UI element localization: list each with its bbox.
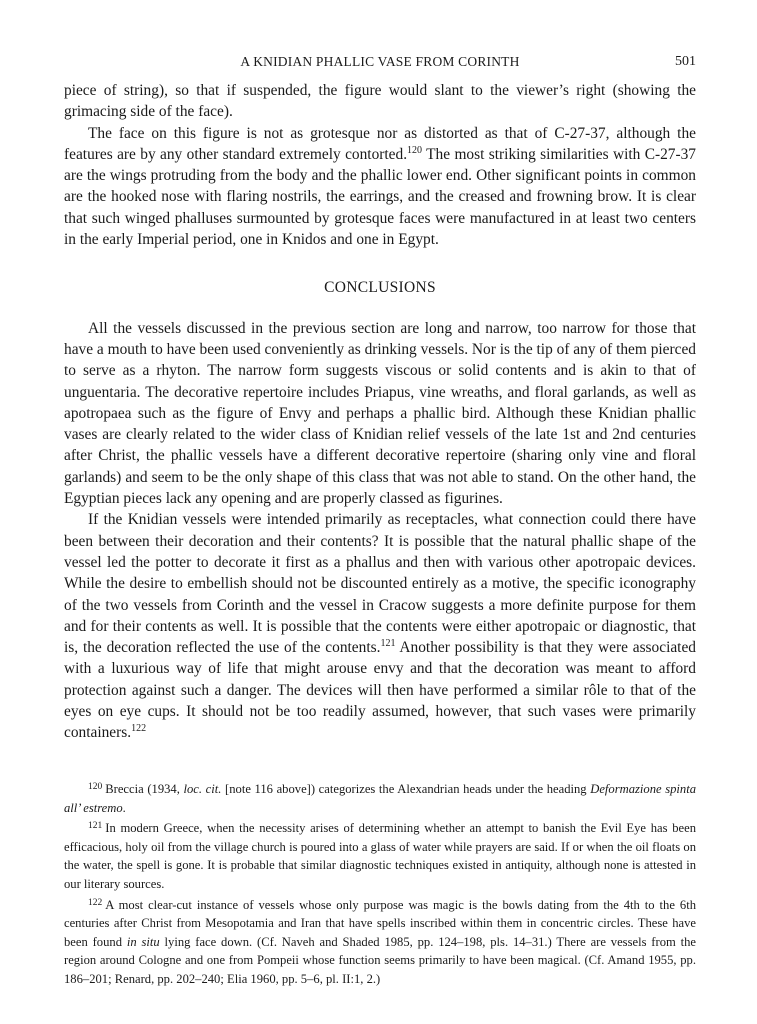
section-heading-conclusions: CONCLUSIONS: [324, 279, 436, 297]
paragraph-face-comparison: [64, 123, 696, 251]
running-title: A KNIDIAN PHALLIC VASE FROM CORINTH: [240, 54, 520, 69]
footnote-120: [64, 778, 696, 817]
footnote-ref-120[interactable]: 120: [407, 144, 423, 156]
paragraph-text: The face on this figure is not as grotesque nor as distorted as that of C-27-37, although the features are by any other standard extremely contorted.: [64, 124, 696, 163]
footnote-text: lying face down. (Cf. Naveh and Shaded 1985, pp. 124–198, pls. 14–31.) There are vessels from the region around Cologne and one from Pompeii whose function seems primarily to have been magical. (Cf. Amand 1955, pp. 186–201; Renard, pp. 202–240; Elia 1960, pp. 5–6, pl. II:1, 2.): [64, 934, 697, 986]
footnote-text: A most clear-cut instance of vessels whose only purpose was magic is the bowls dating from the 4th to the 6th centuries after Christ from Mesopotamia and Iran that have spells inscribed within them in concentric circles. These have been found: [64, 897, 696, 949]
paragraph-vessels: [64, 318, 696, 510]
footnote-text: Breccia (1934,: [105, 782, 184, 796]
footnote-number: 121: [88, 821, 103, 832]
footnote-number: 122: [88, 897, 103, 908]
footnote-number: 120: [88, 782, 103, 792]
paragraph-text: Another possibility is that they were associated with a luxurious way of life that might arouse envy and that the decoration was meant to afford protection against such a danger. The devices will then have performed a similar rôle to that of the eyes on eye cups. It should not be too readily assumed, however, that such vases were primarily containers.: [64, 639, 696, 742]
paragraph-text: If the Knidian vessels were intended primarily as receptacles, what connection could there have been between their decoration and their contents? It is possible that the natural phallic shape of the vessel led the potter to decorate it first as a phallus and then with various other apotropaic devices. While the desire to embellish should not be discounted entirely as a motive, the specific iconography of the two vessels from Corinth and the vessel in Cracow suggests a more definite purpose for them and for their contents as well. It is possible that the contents were either apotropaic or diagnostic, that is, the decoration reflected the use of the contents.: [64, 511, 696, 657]
footnote-text: In modern Greece, when the necessity arises of determining whether an attempt to banish the Evil Eye has been efficacious, holy oil from the village church is poured into a glass of water while prayers are said. If or when the oil floats on the water, the spell is gone. It is probable that similar diagnostic techniques existed in antiquity, although none is attested in our literary sources.: [64, 821, 696, 891]
paragraph-text: piece of string), so that if suspended, the figure would slant to the viewer’s right (showing the grimacing side of the face).: [64, 82, 696, 121]
footnote-ref-121[interactable]: 121: [380, 638, 396, 650]
page-number: 501: [675, 54, 696, 69]
paragraph-receptacles: [64, 509, 696, 743]
footnote-text: .: [122, 800, 126, 815]
body-text: [64, 80, 696, 744]
footnote-italic: Deformazione spinta all’ estremo: [64, 782, 697, 815]
footnotes: [64, 778, 696, 989]
footnote-ref-122[interactable]: 122: [131, 723, 147, 735]
paragraph-text: The most striking similarities with C-27-37 are the wings protruding from the body and the phallic lower end. Other significant points in common are the hooked nose with flaring nostrils, the earrings, and the creased and frowning brow. It is clear that such winged phalluses surmounted by grotesque faces were manufactured in at least two centers in the early Imperial period, one in Knidos and one in Egypt.: [64, 145, 696, 249]
footnote-121: [64, 817, 696, 893]
running-head: [64, 54, 696, 74]
footnote-italic: loc. cit.: [183, 782, 222, 796]
paragraph-text: All the vessels discussed in the previous section are long and narrow, too narrow for those that have a mouth to have been used conveniently as drinking vessels. Nor is the tip of any of them pierced to serve as a rhyton. The narrow form suggests viscous or solid contents and is akin to that of unguentaria. The decorative repertoire includes Priapus, vine wreaths, and floral garlands, as well as apotropaea such as the figure of Envy and perhaps a phallic bird. Although these Knidian phallic vases are clearly related to the wider class of Knidian relief vessels of the late 1st and 2nd centuries after Christ, the phallic vessels have a different decorative repertoire (sharing only vine and floral garlands) and seem to be the only shape of this class that was not able to stand. On the other hand, the Egyptian pieces lack any opening and are properly classed as figurines.: [64, 319, 696, 508]
footnote-122: [64, 894, 696, 989]
footnote-text: [note 116 above]) categorizes the Alexandrian heads under the heading: [221, 782, 591, 796]
paragraph-continued: [64, 80, 696, 123]
footnote-italic: in situ: [126, 934, 160, 949]
